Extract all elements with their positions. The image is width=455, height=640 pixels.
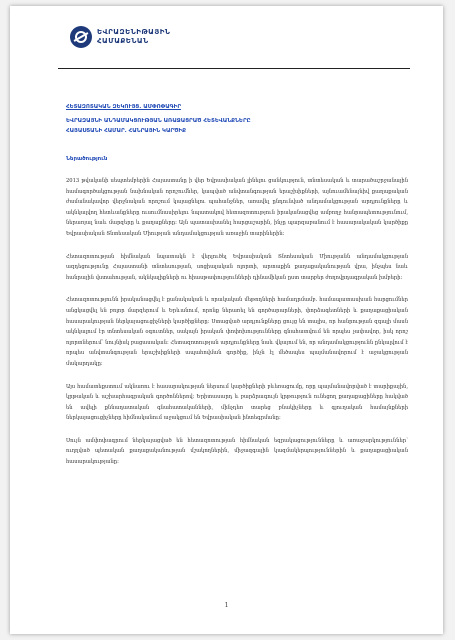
- header-divider: [58, 68, 410, 69]
- logo-line-1: ԵՎՐԱԶԵՆԻԹԱՅԻՆ: [97, 28, 171, 36]
- paragraph-3: Հետազոտությունն իրականացվել է քանակական և որակական մեթոդների համադրմամբ. համապատասխան հարցումներ անցկացվել են բոլոր մարզերում և Երևանում, որոնք ներառել են գործարարների, փորձագետների և քաղաքացիական հասարակության ներկայացուցիչների կարծիքները: Ստացված արդյունքները ցույց են տալիս, որ հանրության զգալի մասն ակնկալում էր տնտեսական օգուտներ, սակայն իրական փոփոխությունները գնահատվում են որպես չափավոր, իսկ որոշ ոլորտներում՝ նույնիսկ բացասական: Հետազոտության արդյունքները նաև վկայում են, որ անդամակցությունն ընկալվում է որպես անվտանգության երաշխիքների ապահովման գործիք, ինչն էլ մեծապես պայմանավորում է աջակցության մակարդակը:: [66, 297, 408, 367]
- heading-line-1: ՀԵՏԱԶՈՏԱԿԱՆ ԶԵԿՈՒՅՑ. ԱՄՓՈՓԱԳԻՐ: [66, 104, 181, 110]
- logo-line-2: ՀԱՄԱՔԵՆԱՆ: [97, 37, 149, 45]
- document-heading: [66, 102, 396, 136]
- heading-line-3: ՀԱՅԱՍՏԱՆԻ ՀԱՄԱՐ. ՀԱՆՐԱՅԻՆ ԿԱՐԾԻՔ: [66, 128, 186, 134]
- document-page: [10, 6, 443, 634]
- paragraph-5: Սույն ամփոփագրում ներկայացված են հետազոտության հիմնական եզրակացությունները և առաջարկություններ՝ ուղղված պետական քաղաքականության մշակողներին, միջազգային կազմակերպություններին և քաղաքացիական հասարակությանը:: [66, 437, 408, 466]
- heading-line-2: ԵՎՐԱԶԱՅՆԻ ԱՆԴԱՄԱԿՑՈՒԹՅԱՆ ԱՌԱՋԱՑՐԱԾ ՀԵՏԵՎԱՆՔՆԵՐԸ: [66, 118, 251, 124]
- page-number: 1: [224, 602, 229, 609]
- paragraph-1: 2013 թվականի սեպտեմբերին Հայաստանը ի վեր Եվրասիական լինելու ցանկություն, տնտեսական և տարածաշրջանային համագործակցության նախնական որոշումներ, կապված անվտանգության երաշխիքների, այնուամենայնիվ քաղաքական ժամանակավոր վերջնական որոշում կայացնելու պահանջներ, առավել ընդունված անդամակցության արդյունքները և ակնկալվող հետևանքները ուսումնասիրելու նպատակով հետազոտություն իրականացվեց ամբողջ հանրապետությունում, ներառյալ նաև մարզերը և քաղաքները: Այն պատասխանել հարցաշարին, ինչը պարզաբանում է հասարակական կարծիքը Եվրասիական Տնտեսական Միության անդամակցության առաջին տարիներին:: [66, 178, 408, 237]
- organization-logo: [70, 26, 170, 48]
- logo-wordmark: [97, 29, 170, 45]
- globe-logo-icon: [70, 26, 92, 48]
- document-body: [66, 176, 408, 480]
- section-title: Ներածություն: [66, 156, 108, 162]
- paragraph-2: Հետազոտության հիմնական նպատակն է վերլուծել Եվրասիական Տնտեսական Միությանն անդամակցության ազդեցությունը Հայաստանի տնտեսության, սոցիալական ոլորտի, արտաքին քաղաքականության վրա, ինչպես նաև հանրային վստահության, ակնկալիքների ու հիասթափությունների դինամիկան ըստ տարբեր ժողովրդագրական խմբերի:: [66, 253, 408, 281]
- paragraph-4: Այս համատեքստում ակնառու է հասարակության ներսում կարծիքների բևեռացումը, որը պայմանավորված է տարիքային, կրթական և աշխարհագրական գործոններով: Երիտասարդ և բարձրագույն կրթություն ունեցող քաղաքացիները հակված են ավելի քննադատական գնահատականների, մինչդեռ տարեց բնակիչները և գյուղական համայնքների ներկայացուցիչները հիմնականում աջակցում են Եվրասիական ինտեգրմանը:: [66, 383, 408, 422]
